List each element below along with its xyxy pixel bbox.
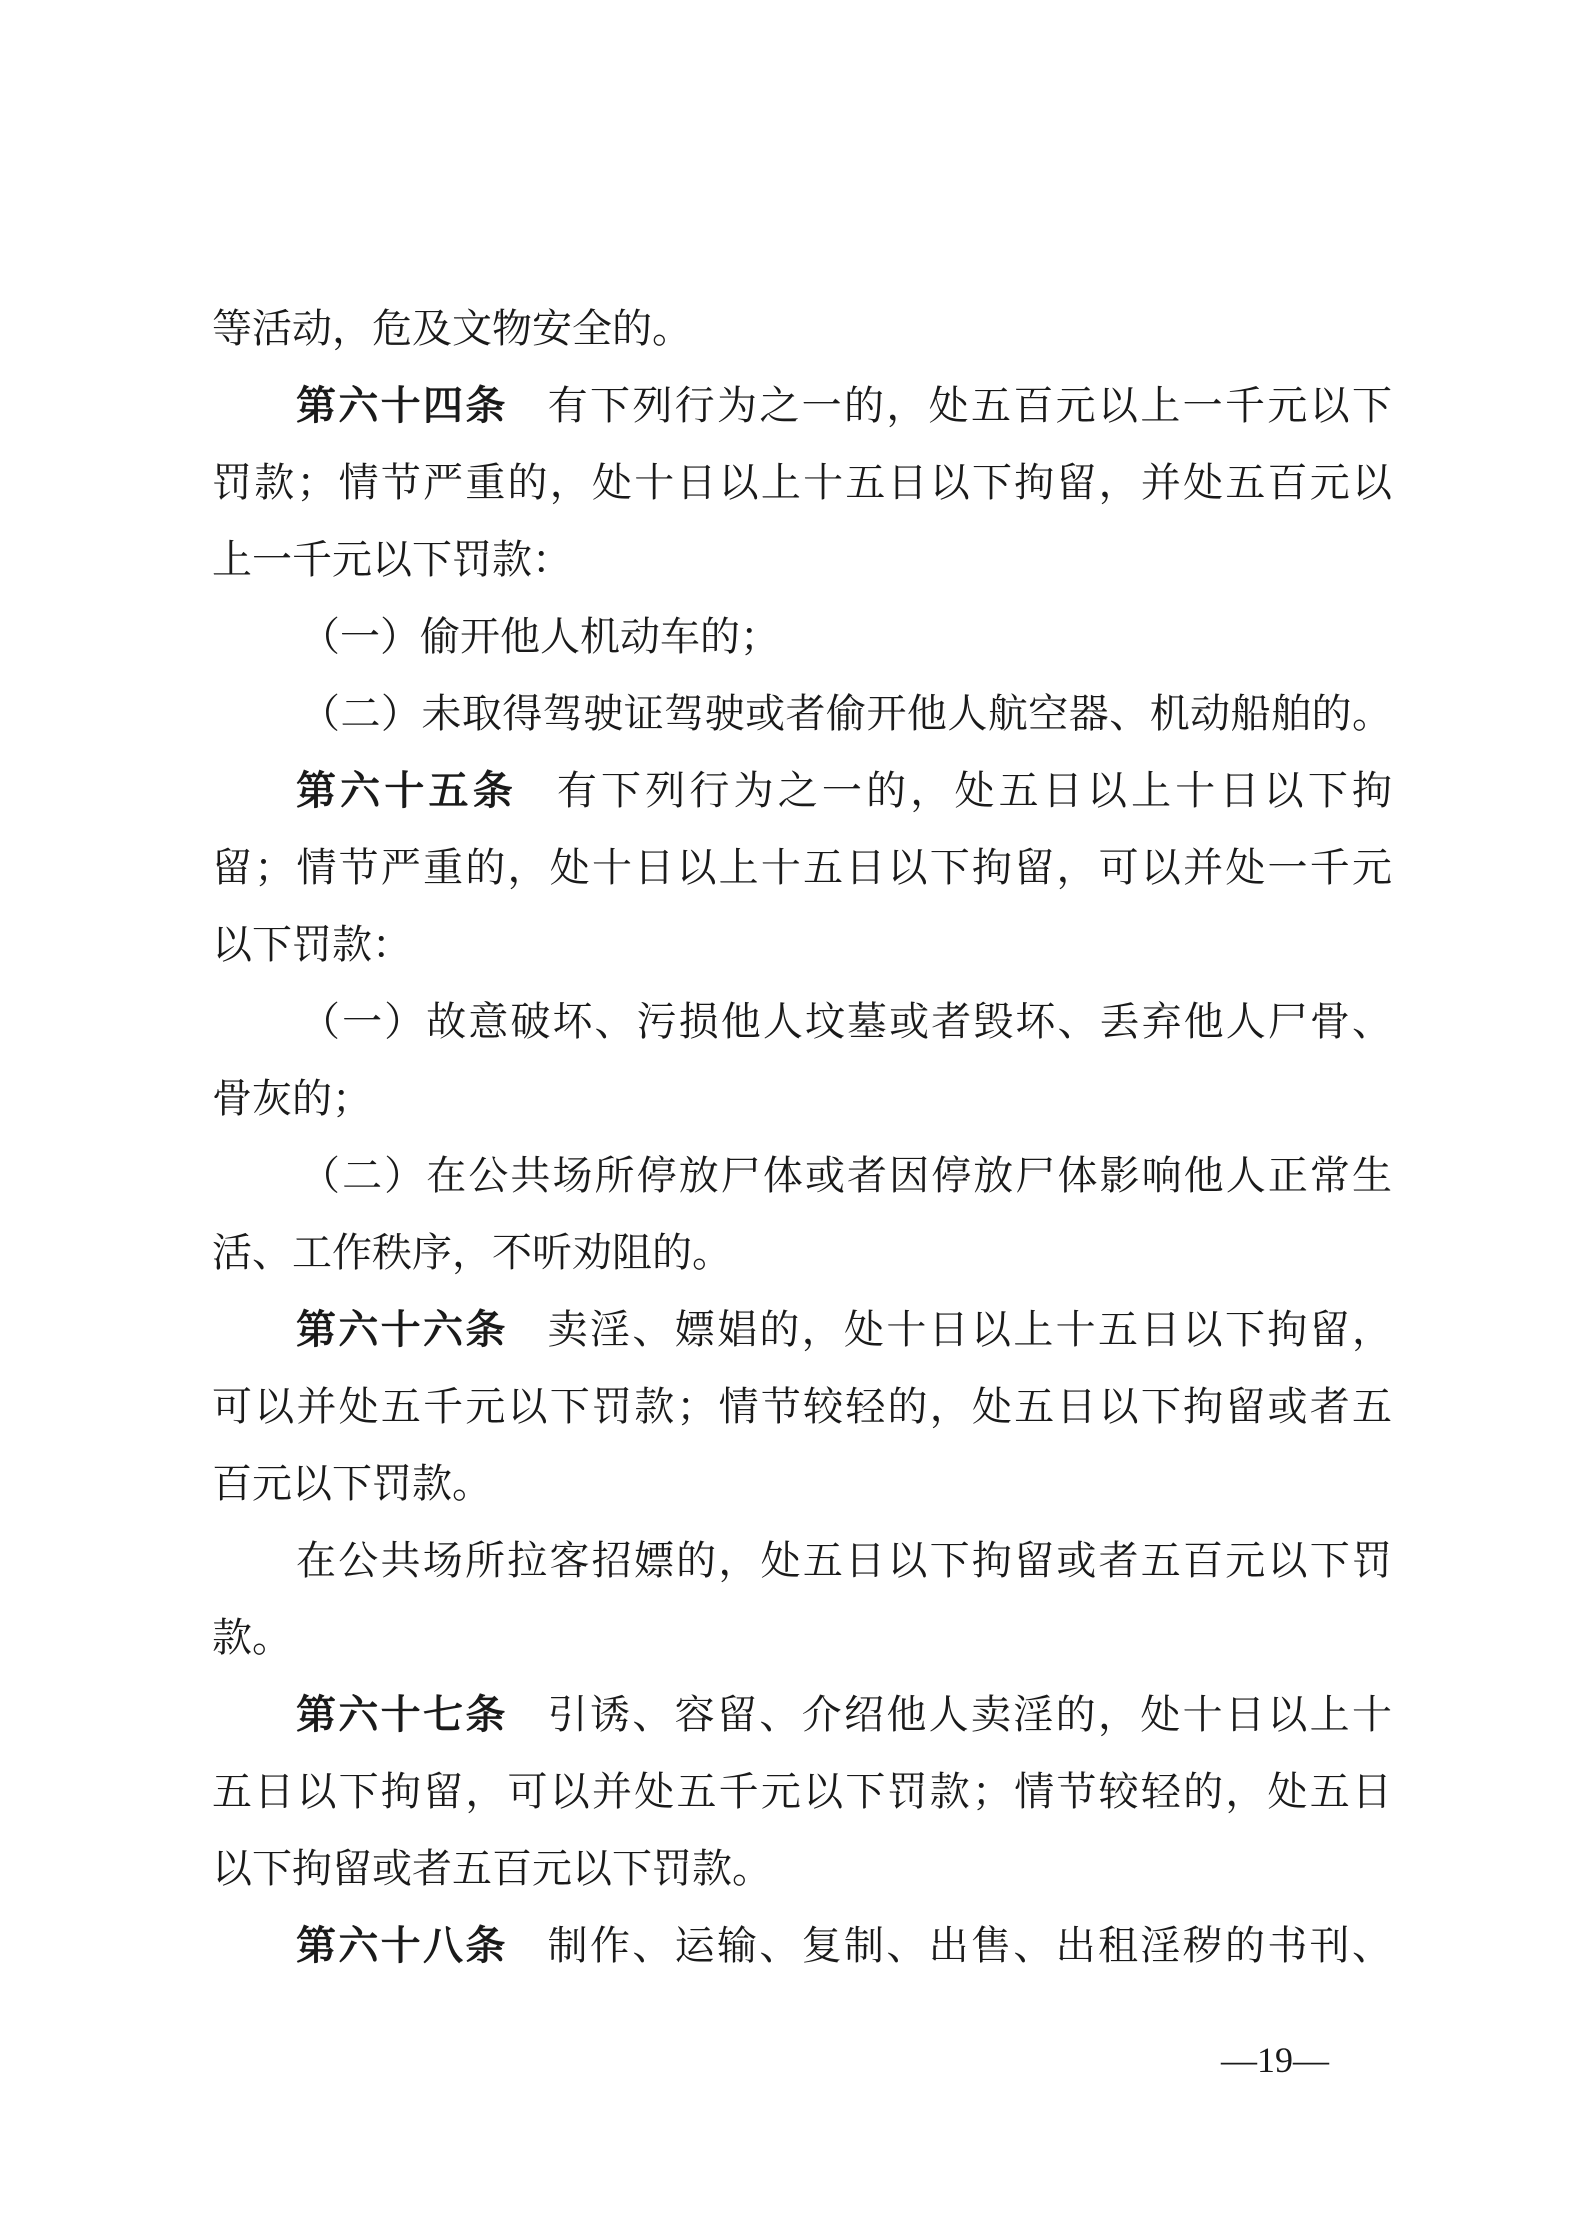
article-64-heading-line: 第六十四条 有下列行为之一的，处五百元以上一千元以下 <box>296 383 1393 429</box>
text-line-8: 留；情节严重的，处十日以上十五日以下拘留，可以并处一千元 <box>212 845 1392 891</box>
text-line-13: 活、工作秩序，不听劝阻的。 <box>212 1230 732 1276</box>
text-line-16: 百元以下罚款。 <box>212 1461 492 1507</box>
text-line-17: 在公共场所拉客招嫖的，处五日以下拘留或者五百元以下罚 <box>296 1538 1392 1584</box>
article-heading: 第六十七条 <box>296 1692 508 1738</box>
text-line-21: 以下拘留或者五百元以下罚款。 <box>212 1846 772 1892</box>
text-line-6: （二）未取得驾驶证驾驶或者偷开他人航空器、机动船舶的。 <box>300 691 1392 737</box>
article-66-heading-line: 第六十六条 卖淫、嫖娼的，处十日以上十五日以下拘留， <box>296 1307 1393 1353</box>
page-number: —19— <box>1221 2040 1329 2080</box>
text-line-1: 等活动，危及文物安全的。 <box>212 306 692 352</box>
text-line-12: （二）在公共场所停放尸体或者因停放尸体影响他人正常生 <box>300 1153 1392 1199</box>
article-68-heading-line: 第六十八条 制作、运输、复制、出售、出租淫秽的书刊、 <box>296 1923 1393 1969</box>
text-line-4: 上一千元以下罚款： <box>212 537 572 583</box>
text-line-9: 以下罚款： <box>212 922 412 968</box>
text-line-18: 款。 <box>212 1615 292 1661</box>
text-line-15: 可以并处五千元以下罚款；情节较轻的，处五日以下拘留或者五 <box>212 1384 1392 1430</box>
article-65-heading-line: 第六十五条 有下列行为之一的，处五日以上十日以下拘 <box>296 768 1393 814</box>
text-line-20: 五日以下拘留，可以并处五千元以下罚款；情节较轻的，处五日 <box>212 1769 1392 1815</box>
text-line-3: 罚款；情节严重的，处十日以上十五日以下拘留，并处五百元以 <box>212 460 1392 506</box>
text-line-5: （一）偷开他人机动车的； <box>300 614 780 660</box>
text-line-10: （一）故意破坏、污损他人坟墓或者毁坏、丢弃他人尸骨、 <box>300 999 1392 1045</box>
article-heading: 第六十六条 <box>296 1307 508 1353</box>
article-heading: 第六十四条 <box>296 383 508 429</box>
text-line-11: 骨灰的； <box>212 1076 372 1122</box>
article-heading: 第六十八条 <box>296 1923 508 1969</box>
article-heading: 第六十五条 <box>296 768 517 814</box>
article-67-heading-line: 第六十七条 引诱、容留、介绍他人卖淫的，处十日以上十 <box>296 1692 1393 1738</box>
